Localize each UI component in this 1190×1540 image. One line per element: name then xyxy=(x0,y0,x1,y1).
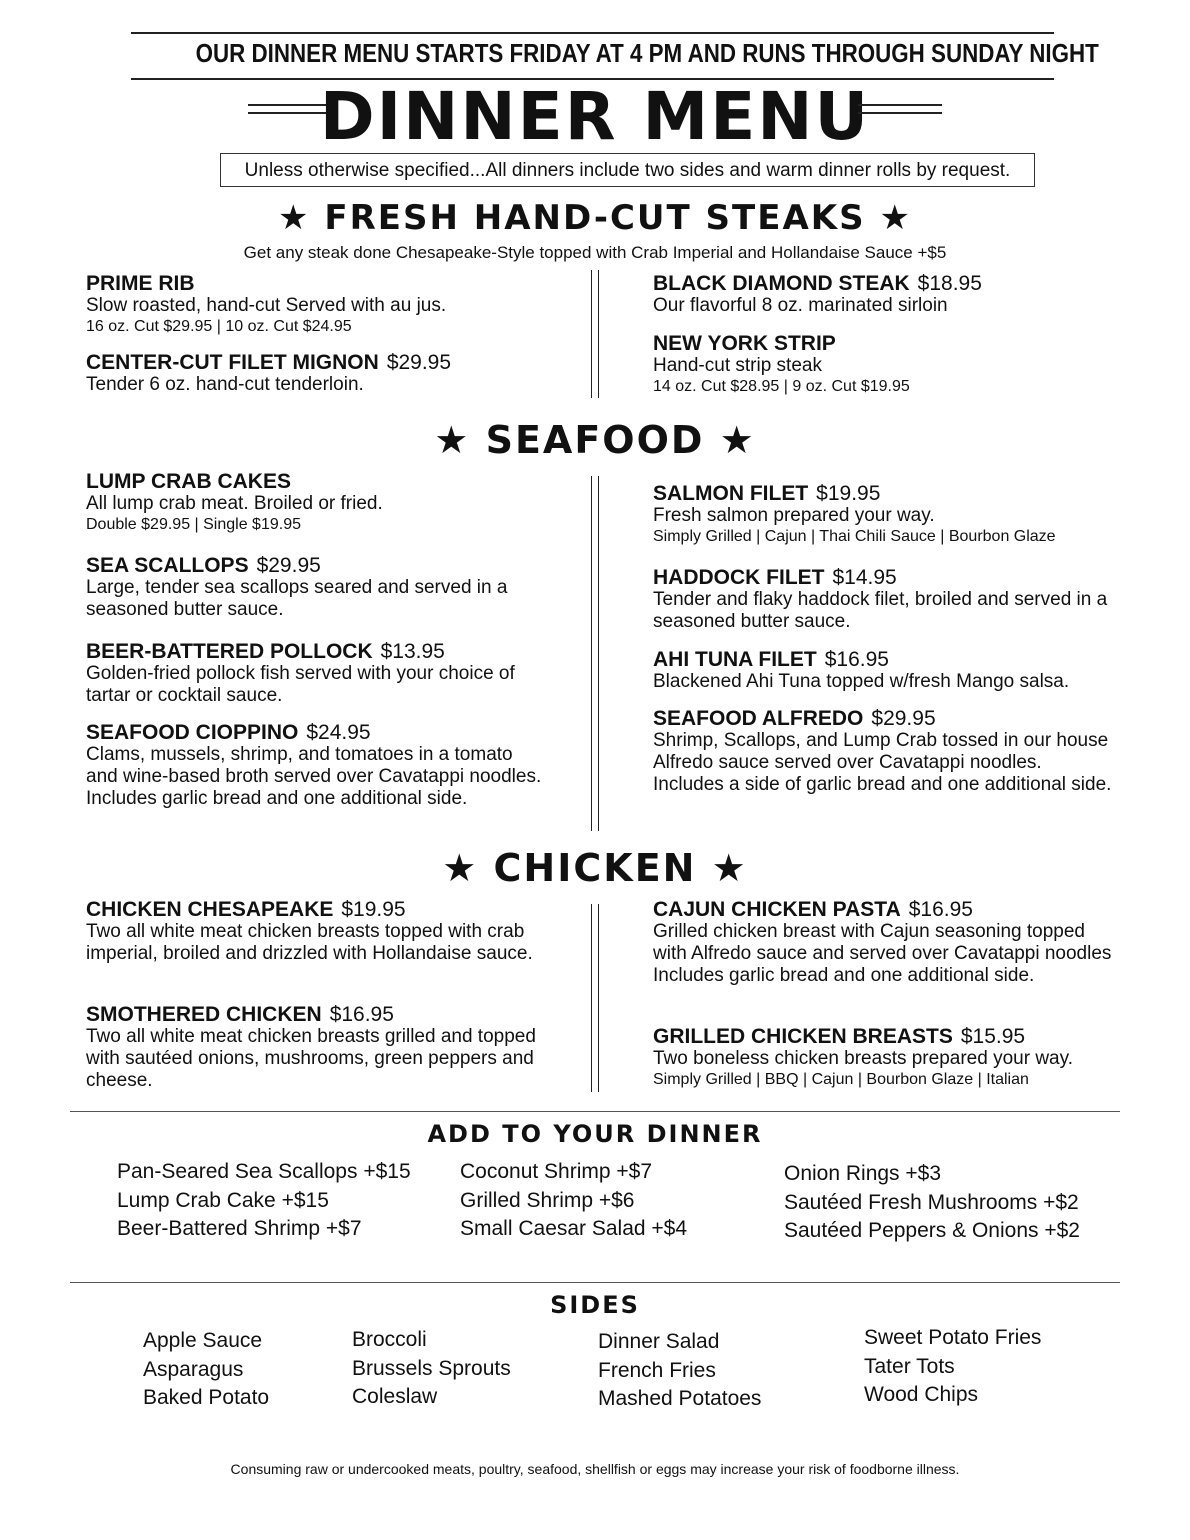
item-price: $24.95 xyxy=(306,721,371,744)
chicken-section-title: ★ CHICKEN ★ xyxy=(442,846,748,890)
item-name xyxy=(86,640,546,663)
item-description: Shrimp, Scallops, and Lump Crab tossed in our house Alfredo sauce served over Cavatappi noodles. Includes a side of garlic bread and one additional side. xyxy=(653,730,1112,795)
item-title: CAJUN CHICKEN PASTA xyxy=(653,898,901,921)
menu-item xyxy=(653,648,1113,693)
item-title: NEW YORK STRIP xyxy=(653,332,836,355)
item-description: Two all white meat chicken breasts grilled and topped with sautéed onions, mushrooms, green peppers and cheese. xyxy=(86,1026,536,1091)
item-description: Grilled chicken breast with Cajun seasoning topped with Alfredo sauce and served over Cavatappi noodles Includes garlic bread and one additional side. xyxy=(653,921,1112,986)
side-item: French Fries xyxy=(598,1358,716,1382)
item-name xyxy=(86,1003,546,1026)
menu-item xyxy=(86,272,546,337)
item-title: SEAFOOD CIOPPINO xyxy=(86,721,299,744)
item-name xyxy=(653,707,1113,730)
item-title: SEA SCALLOPS xyxy=(86,554,249,577)
item-name xyxy=(653,648,1113,671)
addon-item: Small Caesar Salad +$4 xyxy=(460,1217,688,1240)
item-options: Simply Grilled | Cajun | Thai Chili Sauce | Bourbon Glaze xyxy=(653,528,1056,545)
item-price: $19.95 xyxy=(341,898,406,921)
addon-item: Grilled Shrimp +$6 xyxy=(460,1188,635,1212)
side-item: Asparagus xyxy=(143,1357,244,1381)
addons-section-title: ADD TO YOUR DINNER xyxy=(427,1120,763,1148)
item-title: AHI TUNA FILET xyxy=(653,648,817,671)
item-title: BEER-BATTERED POLLOCK xyxy=(86,640,373,663)
item-price: $16.95 xyxy=(824,648,889,671)
sides-column xyxy=(352,1326,511,1412)
dinner-schedule-banner: OUR DINNER MENU STARTS FRIDAY AT 4 PM AND RUNS THROUGH SUNDAY NIGHT xyxy=(195,38,1099,68)
item-options: Simply Grilled | BBQ | Cajun | Bourbon Glaze | Italian xyxy=(653,1071,1029,1088)
item-name xyxy=(653,566,1113,589)
side-item: Dinner Salad xyxy=(598,1330,720,1353)
item-title: BLACK DIAMOND STEAK xyxy=(653,272,910,295)
addons-column xyxy=(460,1158,687,1244)
item-description: All lump crab meat. Broiled or fried. xyxy=(86,493,383,514)
foodborne-illness-disclaimer: Consuming raw or undercooked meats, poultry, seafood, shellfish or eggs may increase your risk of foodborne illness. xyxy=(230,1461,960,1477)
addon-item: Beer-Battered Shrimp +$7 xyxy=(117,1217,362,1240)
banner-top-rule xyxy=(131,32,1054,34)
seafood-column-divider xyxy=(591,476,599,831)
item-options: Double $29.95 | Single $19.95 xyxy=(86,516,301,533)
item-name xyxy=(653,482,1113,505)
addon-item: Onion Rings +$3 xyxy=(784,1162,942,1185)
item-title: SEAFOOD ALFREDO xyxy=(653,707,864,730)
sides-column xyxy=(143,1327,269,1413)
addons-divider xyxy=(70,1111,1120,1112)
item-name xyxy=(653,332,1113,355)
menu-item xyxy=(86,721,546,810)
item-name xyxy=(653,272,1113,295)
item-description: Golden-fried pollock fish served with your choice of tartar or cocktail sauce. xyxy=(86,663,515,706)
side-item: Broccoli xyxy=(352,1328,427,1351)
menu-item xyxy=(653,482,1113,547)
side-item: Wood Chips xyxy=(864,1383,979,1406)
item-name xyxy=(86,898,546,921)
side-item: Mashed Potatoes xyxy=(598,1387,762,1410)
item-title: LUMP CRAB CAKES xyxy=(86,470,291,493)
item-name xyxy=(86,554,546,577)
item-name xyxy=(86,721,546,744)
menu-item xyxy=(653,272,1113,317)
menu-item xyxy=(86,1003,546,1092)
addon-item: Pan-Seared Sea Scallops +$15 xyxy=(117,1160,411,1183)
item-title: GRILLED CHICKEN BREASTS xyxy=(653,1025,953,1048)
menu-item xyxy=(86,351,546,396)
menu-item xyxy=(86,470,546,535)
menu-item xyxy=(653,332,1113,397)
item-description: Fresh salmon prepared your way. xyxy=(653,505,935,526)
item-price: $14.95 xyxy=(832,566,897,589)
item-price: $19.95 xyxy=(816,482,881,505)
item-options: 14 oz. Cut $28.95 | 9 oz. Cut $19.95 xyxy=(653,378,910,395)
steaks-column-divider xyxy=(591,270,599,398)
item-name xyxy=(653,1025,1113,1048)
item-description: Large, tender sea scallops seared and served in a seasoned butter sauce. xyxy=(86,577,508,620)
item-description: Tender and flaky haddock filet, broiled and served in a seasoned butter sauce. xyxy=(653,589,1108,632)
menu-item xyxy=(86,554,546,621)
item-description: Hand-cut strip steak xyxy=(653,355,822,376)
side-item: Sweet Potato Fries xyxy=(864,1326,1042,1349)
item-description: Two boneless chicken breasts prepared your way. xyxy=(653,1048,1073,1069)
item-name xyxy=(86,351,546,374)
dinner-includes-note: Unless otherwise specified...All dinners include two sides and warm dinner rolls by request. xyxy=(220,153,1035,187)
item-name xyxy=(653,898,1113,921)
menu-item xyxy=(86,898,546,965)
sides-divider xyxy=(70,1282,1120,1283)
sides-column xyxy=(864,1324,1041,1410)
menu-item xyxy=(653,566,1113,633)
item-options: 16 oz. Cut $29.95 | 10 oz. Cut $24.95 xyxy=(86,318,352,335)
title-right-rule xyxy=(858,104,942,114)
item-title: HADDOCK FILET xyxy=(653,566,825,589)
addons-column xyxy=(784,1160,1080,1246)
side-item: Apple Sauce xyxy=(143,1329,263,1352)
item-title: PRIME RIB xyxy=(86,272,195,295)
item-description: Tender 6 oz. hand-cut tenderloin. xyxy=(86,374,364,395)
item-price: $15.95 xyxy=(960,1025,1026,1048)
item-price: $18.95 xyxy=(917,272,982,295)
item-price: $16.95 xyxy=(908,898,973,921)
item-price: $29.95 xyxy=(256,554,321,577)
item-description: Two all white meat chicken breasts topped with crab imperial, broiled and drizzled with Hollandaise sauce. xyxy=(86,921,533,964)
item-title: CHICKEN CHESAPEAKE xyxy=(86,898,334,921)
side-item: Brussels Sprouts xyxy=(352,1356,511,1380)
chicken-column-divider xyxy=(591,904,599,1092)
item-description: Our flavorful 8 oz. marinated sirloin xyxy=(653,295,948,316)
seafood-section-title: ★ SEAFOOD ★ xyxy=(434,418,756,462)
addon-item: Lump Crab Cake +$15 xyxy=(117,1188,329,1212)
item-description: Clams, mussels, shrimp, and tomatoes in a tomato and wine-based broth served over Cavatappi noodles. Includes garlic bread and one additional side. xyxy=(86,744,542,809)
sides-column xyxy=(598,1328,761,1414)
item-title: SALMON FILET xyxy=(653,482,809,505)
addons-column xyxy=(117,1158,411,1244)
addon-item: Sautéed Fresh Mushrooms +$2 xyxy=(784,1190,1079,1214)
item-price: $29.95 xyxy=(871,707,936,730)
side-item: Tater Tots xyxy=(864,1354,955,1378)
item-description: Blackened Ahi Tuna topped w/fresh Mango salsa. xyxy=(653,671,1070,692)
menu-item xyxy=(653,898,1113,987)
item-title: CENTER-CUT FILET MIGNON xyxy=(86,351,379,374)
side-item: Baked Potato xyxy=(143,1386,270,1409)
side-item: Coleslaw xyxy=(352,1385,438,1408)
item-name xyxy=(86,272,546,295)
item-title: SMOTHERED CHICKEN xyxy=(86,1003,322,1026)
item-price: $16.95 xyxy=(329,1003,394,1026)
item-price: $13.95 xyxy=(380,640,445,663)
addon-item: Coconut Shrimp +$7 xyxy=(460,1160,653,1183)
item-price: $29.95 xyxy=(386,351,452,374)
steaks-section-subtitle: Get any steak done Chesapeake-Style topped with Crab Imperial and Hollandaise Sauce +$5 xyxy=(243,243,947,262)
menu-item xyxy=(86,640,546,707)
addon-item: Sautéed Peppers & Onions +$2 xyxy=(784,1219,1080,1242)
menu-item xyxy=(653,707,1113,796)
steaks-section-title: ★ FRESH HAND-CUT STEAKS ★ xyxy=(278,198,912,238)
page-title: DINNER MENU xyxy=(319,78,871,155)
item-name xyxy=(86,470,546,493)
menu-item xyxy=(653,1025,1113,1090)
sides-section-title: SIDES xyxy=(550,1291,640,1319)
item-description: Slow roasted, hand-cut Served with au jus. xyxy=(86,295,447,316)
